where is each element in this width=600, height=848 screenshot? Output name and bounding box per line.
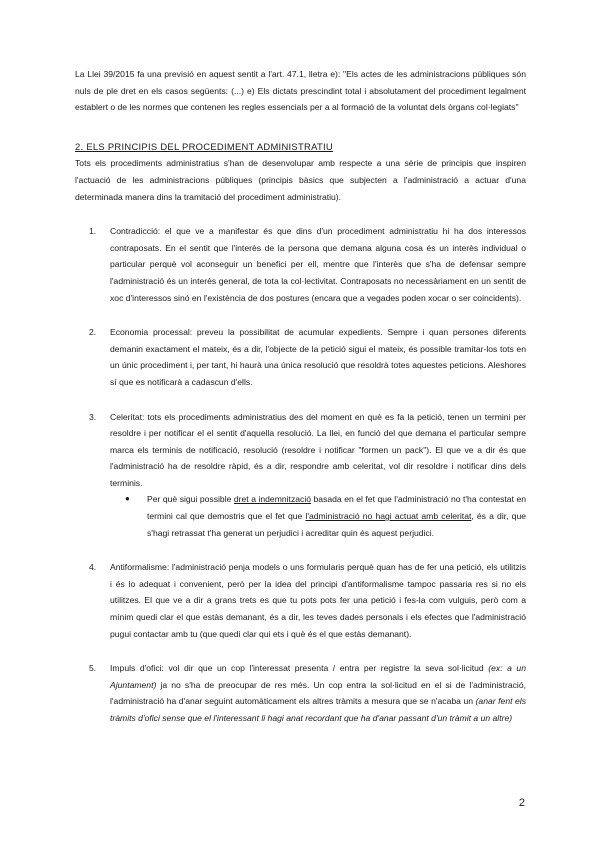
principle-item bbox=[75, 559, 526, 642]
document-page bbox=[75, 66, 526, 745]
principles-list bbox=[75, 223, 526, 726]
principle-item bbox=[75, 223, 526, 306]
list-number: 4. bbox=[89, 562, 97, 573]
list-number: 3. bbox=[89, 411, 97, 422]
underlined-term-indemnity: dret a indemnització bbox=[233, 494, 312, 505]
page-number: 2 bbox=[518, 797, 525, 809]
lead-paragraph: Tots els procediments administratius s'han de desenvolupar amb respecte a una sèrie de principis que inspiren l'actuació de les administracions públiques (principis bàsics que subjecten a l'administració a actuar d'una determinada manera dins la tramitació del procediment administratiu). bbox=[75, 158, 526, 202]
list-number: 5. bbox=[89, 663, 97, 674]
sub-bullet-list bbox=[110, 491, 526, 541]
principle-text: Contradicció: el que ve a manifestar és que dins d'un procediment administratiu hi ha dos interessos contraposats. En el sentit que l'interès de la persona que demana alguna cosa és un interès individual o particular perquè vol aconseguir un benefici per ell, mentre que l'interès que s'ha de defensar sempre l'administració és un interès general, de tota la col·lectivitat. Contraposats no necessàriament en un sentit de xoc d'interessos sinó en l'existència de dos postures (encara que a vegades poden xocar o ser coincidents). bbox=[110, 226, 526, 303]
principle-text: Celeritat: tots els procediments administratius des del moment en què es fa la petició, tenen un termini per resoldre i per notificar el el sentit d'aquella resolució. La llei, en funció del que demana el particular sempre marca els terminis de notificació, resolució (resoldre i notificar "formen un pack"). El que ve a dir és que l'administració ha de resoldre ràpid, és a dir, respondre amb celeritat, vol dir resoldre i notificar dins dels terminis. bbox=[110, 411, 526, 488]
list-number: 2. bbox=[89, 327, 97, 338]
sub-bullet-text: Per què sigui possible dret a indemnització basada en el fet que l'administració no t'ha contestat en termini cal que demostris que el fet que l'administració no hagi actuat amb celeritat, és a dir, que s'hagi retrassat t'ha generat un perjudici i acreditar quin és aquest perjudici. bbox=[147, 494, 527, 538]
list-number: 1. bbox=[89, 226, 97, 237]
principle-item bbox=[75, 324, 526, 390]
principle-text: Economia processal: preveu la possibilitat de acumular expedients. Sempre i quan persones diferents demanin exactament el mateix, és a dir, l'objecte de la petició sigui el mateix, és possible tramitar-los tots en un únic procediment i, per tant, hi haurà una única resolució que resoldrà totes aquestes peticions. Aleshores sí que es notificarà a cadascun d'ells. bbox=[110, 327, 526, 387]
section-heading: 2. ELS PRINCIPIS DEL PROCEDIMENT ADMINISTRATIU bbox=[75, 140, 333, 152]
sub-bullet-item bbox=[110, 491, 526, 541]
bullet-icon: ● bbox=[125, 494, 130, 504]
underlined-term-celerity: l'administració no hagi actuat amb celeritat bbox=[305, 511, 472, 522]
principle-text: Impuls d'ofici: vol dir que un cop l'interessat presenta / entra per registre la seva sol·licitud (ex: a un Ajuntament) ja no s'ha de preocupar de res més. Un cop entra la sol·licitud en el si de l'administració, l'administració ha d'anar seguint automàticament els altres tràmits a mesura que se n'acaba un (anar fent els tràmits d'ofici sense que el l'interessant li hagi anat recordant que ha d'anar passant d'un tràmit a un altre) bbox=[110, 663, 526, 723]
principle-item bbox=[75, 660, 526, 726]
principle-text: Antiformalisme: l'administració penja models o uns formularis perquè quan has de fer una petició, els utilitzis i és lo adequat i convenient, però per la idea del principi d'antiformalisme tampoc passaria res si no els utilitzes. El que ve a dir a grans trets es que tu pots pots fer una petició i fes-la com vulguis, però com a mínim quedi clar el que estàs demanant, és a dir, les teves dades personals i els efectes que l'administració pugui contactar amb tu (que quedi clar qui ets i què és el que estàs demanant). bbox=[110, 562, 526, 639]
intro-paragraph: La Llei 39/2015 fa una previsió en aquest sentit a l'art. 47.1, lletra e): "Els actes de les administracions públiques són nuls de ple dret en els casos següents: (...) e) Els dictats prescindint total i absolutament del procediment legalment establert o de les normes que contenen les regles essencials per a al formació de la voluntat dels òrgans col·legiats" bbox=[75, 69, 526, 113]
principle-item bbox=[75, 409, 526, 542]
